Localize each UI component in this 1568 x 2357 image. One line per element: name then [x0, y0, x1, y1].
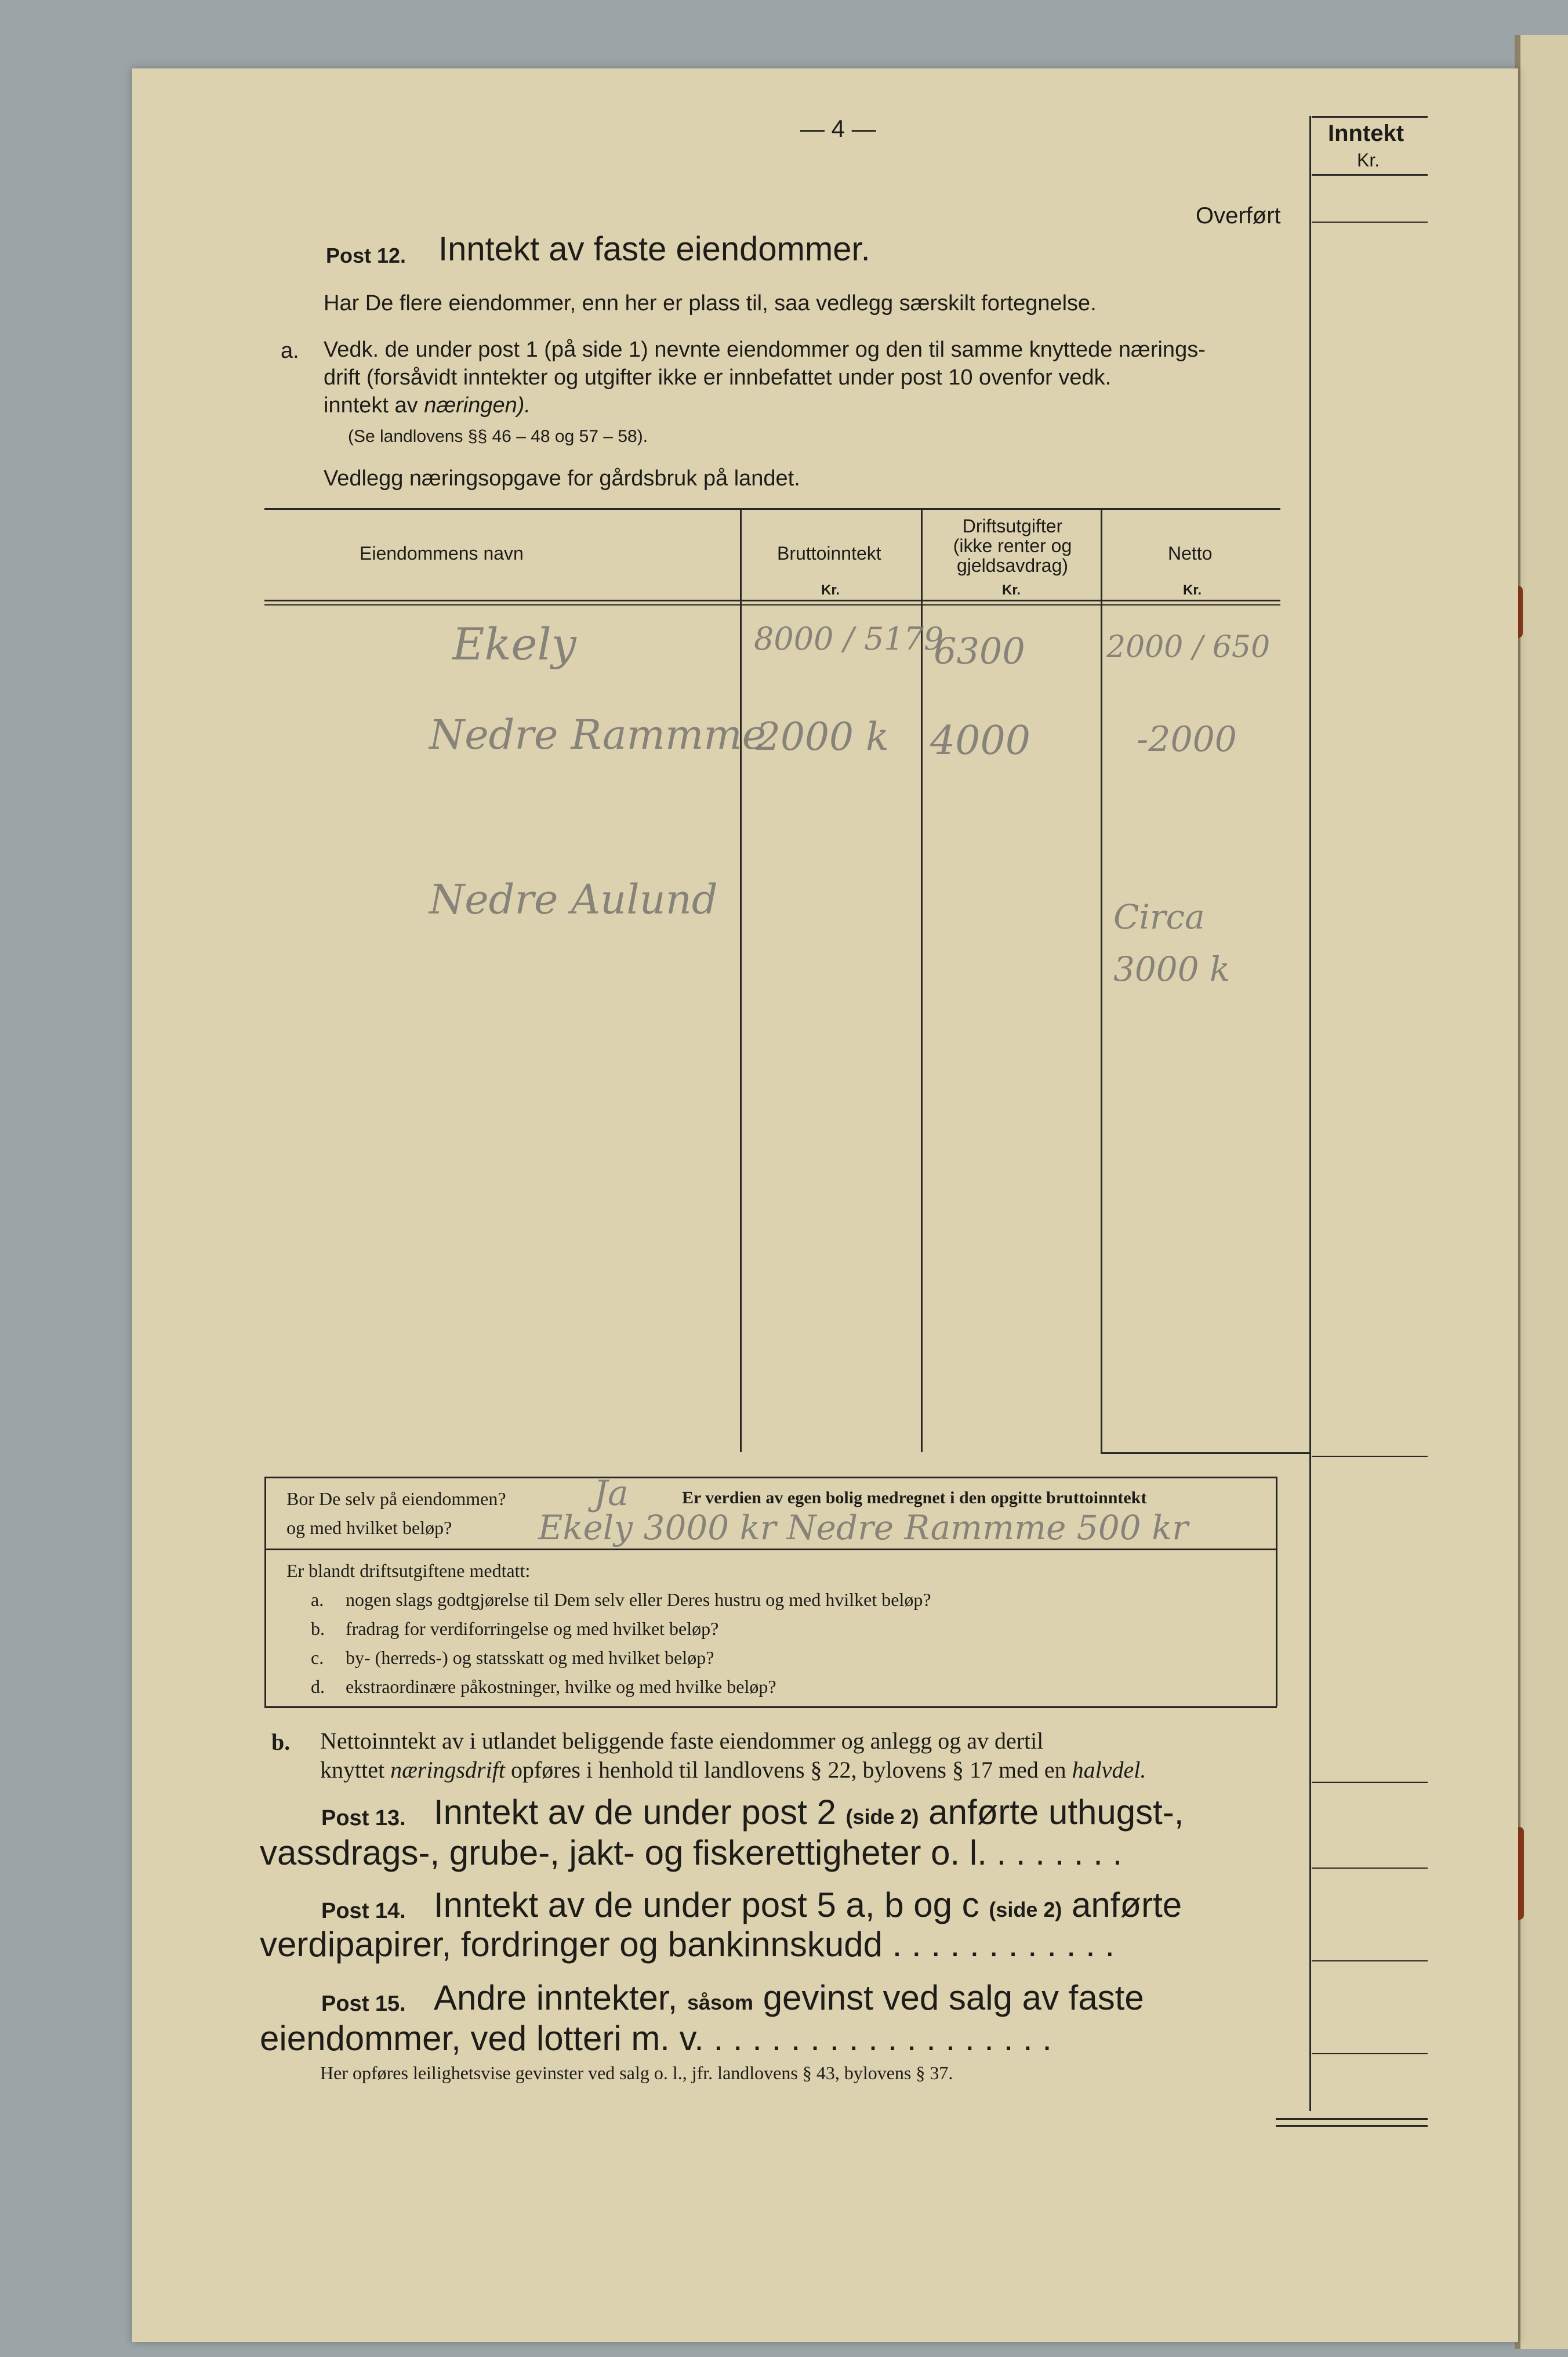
- column-header-drift: [943, 516, 1082, 575]
- table-netto-bottom-rule: [1101, 1452, 1309, 1454]
- post12-vedlegg: Vedlegg næringsopgave for gårdsbruk på landet.: [324, 466, 800, 491]
- drift-item-a-marker: a.: [311, 1589, 324, 1610]
- post15-line1: [434, 1978, 1144, 2018]
- post12-note: Har De flere eiendommer, enn her er plass til, saa vedlegg særskilt fortegnelse.: [324, 291, 1097, 316]
- post12b-line2-italic: næringsdrift: [390, 1757, 505, 1783]
- own-residence-answer: Ja: [594, 1473, 629, 1514]
- row2-netto: -2000: [1137, 719, 1237, 760]
- table-head-rule-2: [264, 604, 1280, 605]
- drift-item-c-marker: c.: [311, 1647, 324, 1668]
- page-number: — 4 —: [800, 115, 876, 142]
- post14-line1-b: anførte: [1072, 1885, 1182, 1924]
- post12-label: Post 12.: [326, 244, 406, 267]
- drift-item-b: fradrag for verdiforringelse og med hvilket beløp?: [346, 1618, 719, 1639]
- inntekt-column-unit: Kr.: [1357, 150, 1380, 171]
- row3-netto-text: Circa 3000 k: [1113, 897, 1231, 989]
- owner-box-left: [264, 1477, 266, 1706]
- table-col-divider-1: [740, 508, 742, 1452]
- inntekt-line-2: [1312, 1456, 1428, 1457]
- post13-label: Post 13.: [321, 1806, 406, 1830]
- dwelling-value-question: Er verdien av egen bolig medregnet i den opgitte bruttoinntekt: [682, 1488, 1147, 1507]
- post15-label: Post 15.: [321, 1992, 406, 2016]
- post15-line2: eiendommer, ved lotteri m. v. . . . . . . . . . . . . . . . . . .: [260, 2019, 1052, 2058]
- row2-name: Nedre Rammme: [429, 711, 767, 759]
- post12-a-line1: Vedk. de under post 1 (på side 1) nevnte eiendommer og den til samme knyttede nærings-: [324, 338, 1206, 362]
- row1-brutto: 8000 / 5179: [754, 621, 944, 657]
- drift-item-d-marker: d.: [311, 1676, 325, 1697]
- inntekt-col-left-rule: [1309, 116, 1311, 2111]
- row2-brutto: 2000 k: [756, 715, 889, 759]
- post12b-marker: b.: [271, 1729, 291, 1755]
- post12-a-marker: a.: [281, 339, 299, 363]
- post14-line1: [434, 1885, 1182, 1925]
- post13-line1-a: Inntekt av de under post 2: [434, 1793, 836, 1832]
- column-unit-netto: Kr.: [1183, 582, 1202, 598]
- row1-drift: 6300: [934, 630, 1025, 672]
- column-unit-drift: Kr.: [1002, 582, 1021, 598]
- own-residence-question: Bor De selv på eiendommen?: [286, 1488, 506, 1509]
- post14-line1-small: (side 2): [989, 1898, 1062, 1921]
- inntekt-total-rule-1: [1276, 2118, 1428, 2120]
- post12-a-line3-italic: næringen).: [424, 393, 531, 418]
- drift-item-d: ekstraordinære påkostninger, hvilke og med hvilke beløp?: [346, 1676, 776, 1697]
- post12-title: Inntekt av faste eiendommer.: [438, 230, 870, 268]
- post12-a-line2: drift (forsåvidt inntekter og utgifter ikke er innbefattet under post 10 ovenfor vedk.: [324, 365, 1112, 390]
- post12b-line2: [320, 1756, 1146, 1783]
- post12-law-ref: (Se landlovens §§ 46 – 48 og 57 – 58).: [348, 427, 648, 446]
- owner-box-top: [264, 1477, 1277, 1478]
- inntekt-line-1: [1312, 222, 1428, 223]
- post13-line1-b: anførte uthugst-,: [928, 1793, 1184, 1832]
- drift-item-b-marker: b.: [311, 1618, 325, 1639]
- inntekt-line-5: [1312, 1960, 1428, 1961]
- post15-note: Her opføres leilighetsvise gevinster ved salg o. l., jfr. landlovens § 43, bylovens § 37.: [320, 2062, 953, 2083]
- post13-line1: [434, 1792, 1184, 1832]
- owner-box-bottom: [264, 1706, 1277, 1708]
- post12-a-line3: [324, 393, 531, 418]
- inntekt-line-6: [1312, 2053, 1428, 2054]
- drift-item-a: nogen slags godtgjørelse til Dem selv eller Deres hustru og med hvilket beløp?: [346, 1589, 931, 1610]
- owner-box-mid: [264, 1549, 1277, 1550]
- row3-name: Nedre Aulund: [429, 876, 718, 923]
- inntekt-column-title: Inntekt: [1328, 121, 1404, 146]
- post14-line2: verdipapirer, fordringer og bankinnskudd . . . . . . . . . . . .: [260, 1925, 1115, 1964]
- post12b-line2-mid: opføres i henhold til landlovens § 22, bylovens § 17 med en: [504, 1757, 1072, 1783]
- inntekt-col-top-rule: [1312, 116, 1428, 118]
- owner-box-right: [1276, 1477, 1277, 1706]
- inntekt-line-4: [1312, 1868, 1428, 1869]
- post13-line2: vassdrags-, grube-, jakt- og fiskerettigheter o. l. . . . . . . .: [260, 1833, 1123, 1872]
- post12b-line2-end: halvdel.: [1072, 1757, 1146, 1783]
- post14-line1-a: Inntekt av de under post 5 a, b og c: [434, 1885, 979, 1924]
- column-header-name: Eiendommens navn: [360, 543, 524, 564]
- post12b-line1: Nettoinntekt av i utlandet beliggende faste eiendommer og anlegg og av dertil: [320, 1728, 1044, 1754]
- table-head-rule: [264, 600, 1280, 601]
- drift-items-heading: Er blandt driftsutgiftene medtatt:: [286, 1560, 531, 1581]
- inntekt-col-head-rule: [1312, 174, 1428, 176]
- column-header-drift-text: Driftsutgifter (ikke renter og gjeldsavdrag): [953, 516, 1072, 576]
- carried-over-label: Overført: [1196, 203, 1281, 229]
- inntekt-line-3: [1312, 1782, 1428, 1783]
- post14-label: Post 14.: [321, 1899, 406, 1923]
- table-col-divider-3: [1101, 508, 1102, 1452]
- post15-line1-b: gevinst ved salg av faste: [763, 1978, 1144, 2017]
- post12b-line2-prefix: knyttet: [320, 1757, 391, 1783]
- column-header-brutto: Bruttoinntekt: [777, 543, 881, 564]
- column-unit-brutto: Kr.: [821, 582, 840, 598]
- drift-item-c: by- (herreds-) og statsskatt og med hvilket beløp?: [346, 1647, 714, 1668]
- row2-drift: 4000: [930, 718, 1031, 764]
- post15-line1-small: såsom: [687, 1990, 754, 2014]
- post13-line1-small: (side 2): [845, 1805, 919, 1829]
- next-page-edge: [1518, 35, 1568, 2349]
- amount-question: og med hvilket beløp?: [286, 1517, 452, 1538]
- table-top-rule: [264, 508, 1280, 510]
- post15-line1-a: Andre inntekter,: [434, 1978, 678, 2017]
- dwelling-value-answer: Ekely 3000 kr Nedre Rammme 500 kr: [538, 1508, 1188, 1547]
- inntekt-total-rule-2: [1276, 2125, 1428, 2127]
- row1-netto: 2000 / 650: [1106, 630, 1271, 665]
- post12-a-line3-prefix: inntekt av: [324, 393, 424, 418]
- row3-netto: [1113, 891, 1287, 995]
- row1-name: Ekely: [452, 618, 576, 670]
- column-header-netto: Netto: [1168, 543, 1213, 564]
